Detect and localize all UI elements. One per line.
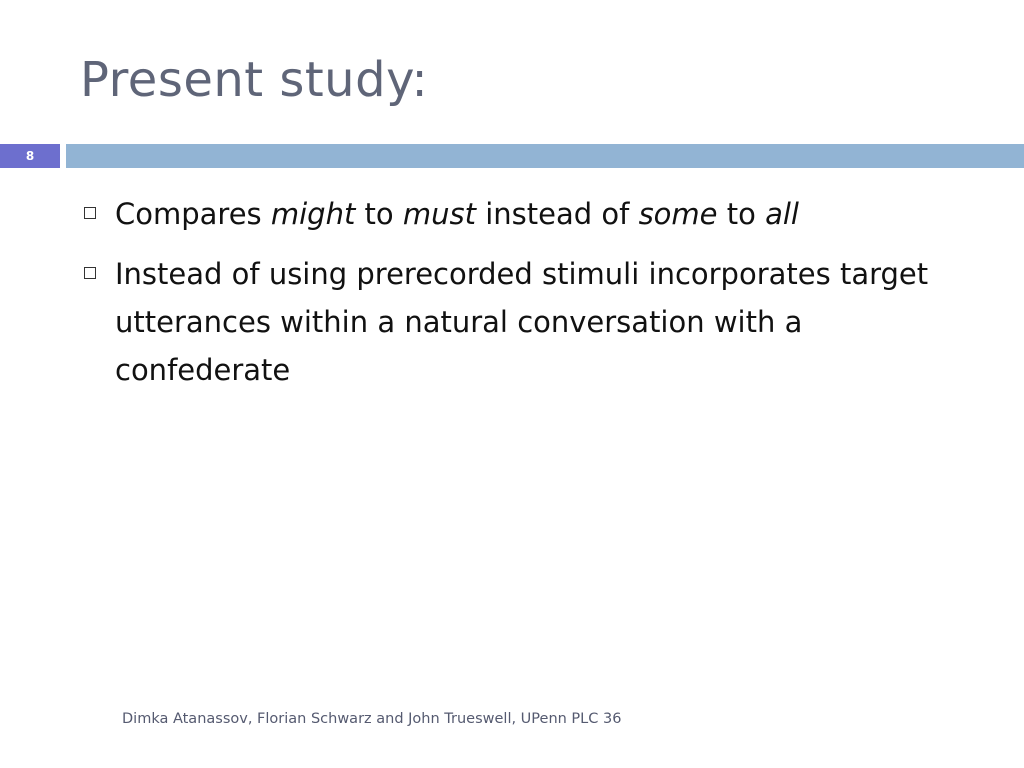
slide-footer: Dimka Atanassov, Florian Schwarz and John Trueswell, UPenn PLC 36 <box>122 711 622 727</box>
slide-title: Present study: <box>80 52 429 108</box>
slide-number: 8 <box>0 144 60 168</box>
square-bullet-icon <box>84 267 96 279</box>
header-bar <box>66 144 1024 168</box>
bullet-text-1: Compares might to must instead of some to all <box>115 197 799 231</box>
bullet-item-1 <box>80 190 960 238</box>
bullet-item-2 <box>80 250 960 394</box>
bullet-text-2: Instead of using prerecorded stimuli incorporates target utterances within a natural conversation with a confederate <box>115 257 929 387</box>
square-bullet-icon <box>84 207 96 219</box>
bullet-list <box>80 190 960 406</box>
